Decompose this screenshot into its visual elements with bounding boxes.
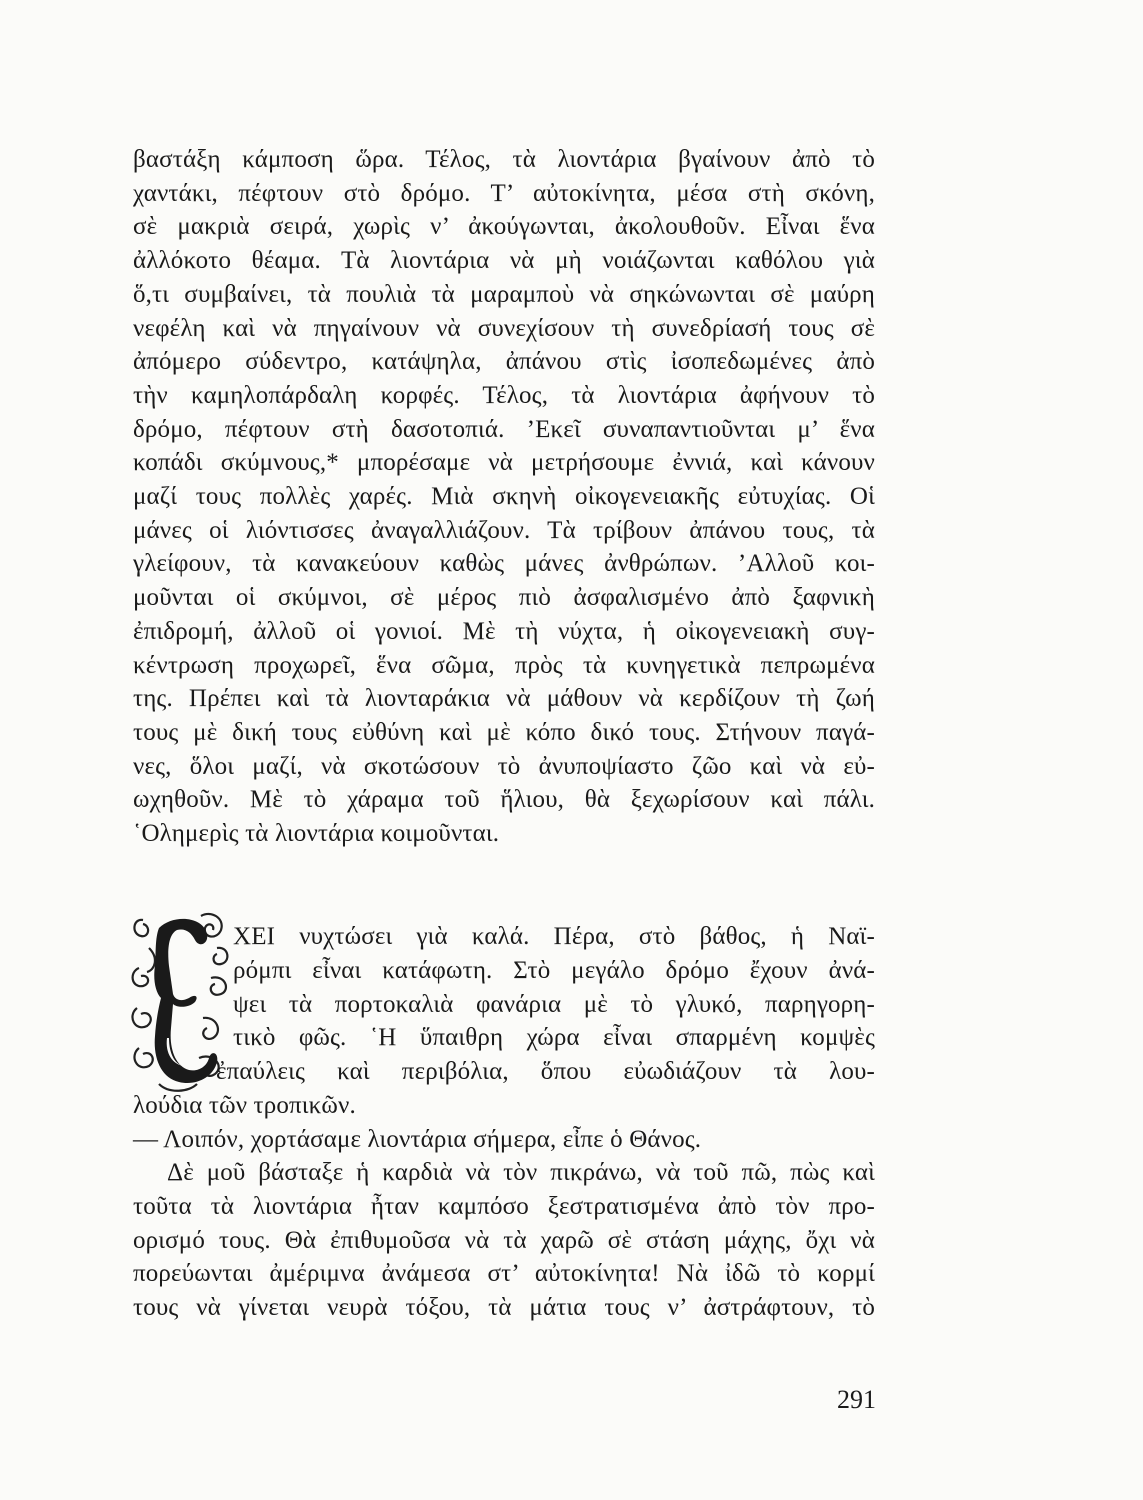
text-line: ἐπιδρομή, ἀλλοῦ οἱ γονιοί. Μὲ τὴ νύχτα, ἡ οἰκογενειακὴ συγ- [133,618,875,645]
text-line: δρόμο, πέφτουν στὴ δασοτοπιά. ’Εκεῖ συναπαντιοῦνται μ’ ἕνα [133,416,875,443]
text-line: κέντρωση προχωρεῖ, ἕνα σῶμα, πρὸς τὰ κυνηγετικὰ πεπρωμένα [133,652,875,679]
text-line: Δὲ μοῦ βάσταξε ἡ καρδιὰ νὰ τὸν πικράνω, νὰ τοῦ πῶ, πὼς καὶ [167,1159,875,1186]
text-line: πορεύωνται ἀμέριμνα ἀνάμεσα στ’ αὐτοκίνητα! Νὰ ἰδῶ τὸ κορμί [133,1260,875,1287]
text-line: γλείφουν, τὰ κανακεύουν καθὼς μάνες ἀνθρώπων. ’Αλλοῦ κοι- [133,550,875,577]
text-line: σὲ μακριὰ σειρά, χωρὶς ν’ ἀκούγωνται, ἀκολουθοῦν. Εἶναι ἕνα [133,213,875,240]
text-line: μαζί τους πολλὲς χαρές. Μιὰ σκηνὴ οἰκογενειακῆς εὐτυχίας. Οἱ [133,483,875,510]
text-line: ωχηθοῦν. Μὲ τὸ χάραμα τοῦ ἥλιου, θὰ ξεχωρίσουν καὶ πάλι. [133,786,875,813]
text-line: κοπάδι σκύμνους,* μπορέσαμε νὰ μετρήσουμε ἐννιά, καὶ κάνουν [133,449,875,476]
text-line: ὅ,τι συμβαίνει, τὰ πουλιὰ τὰ μαραμποὺ νὰ σηκώνωνται σὲ μαύρη [133,281,875,308]
text-line: χαντάκι, πέφτουν στὸ δρόμο. Τ’ αὐτοκίνητα, μέσα στὴ σκόνη, [133,180,875,207]
text-line: ορισμό τους. Θὰ ἐπιθυμοῦσα νὰ τὰ χαρῶ σὲ στάση μάχης, ὄχι νὰ [133,1227,875,1254]
text-line: ῾Ολημερὶς τὰ λιοντάρια κοιμοῦνται. [133,820,500,847]
text-line: τους μὲ δική τους εὐθύνη καὶ μὲ κόπο δικό τους. Στήνουν παγά- [133,719,875,746]
page-number: 291 [837,1385,876,1414]
text-line: της. Πρέπει καὶ τὰ λιονταράκια νὰ μάθουν νὰ κερδίζουν τὴ ζωή [133,685,875,712]
initial-paragraph-line: ἐπαύλεις καὶ περιβόλια, ὅπου εὐωδιάζουν τὰ λου- [216,1058,875,1085]
text-line: τὴν καμηλοπάρδαλη κορφές. Τέλος, τὰ λιοντάρια ἀφήνουν τὸ [133,382,875,409]
text-line: ἀπόμερο σύδεντρο, κατάψηλα, ἀπάνου στὶς ἰσοπεδωμένες ἀπὸ [133,348,875,375]
text-line: τοῦτα τὰ λιοντάρια ἦταν καμπόσο ξεστρατισμένα ἀπὸ τὸν προ- [133,1193,875,1220]
text-line: μοῦνται οἱ σκύμνοι, σὲ μέρος πιὸ ἀσφαλισμένο ἀπὸ ξαφνικὴ [133,584,875,611]
text-line: μάνες οἱ λιόντισσες ἀναγαλλιάζουν. Τὰ τρίβουν ἀπάνου τους, τὰ [133,517,875,544]
initial-paragraph-line: τικὸ φῶς. ῾Η ὕπαιθρη χώρα εἶναι σπαρμένη κομψὲς [233,1024,875,1051]
text-line: νες, ὅλοι μαζί, νὰ σκοτώσουν τὸ ἀνυποψίαστο ζῶο καὶ νὰ εὐ- [133,753,875,780]
text-line: νεφέλη καὶ νὰ πηγαίνουν νὰ συνεχίσουν τὴ συνεδρίασή τους σὲ [133,315,875,342]
initial-paragraph-line: ρόμπι εἶναι κατάφωτη. Στὸ μεγάλο δρόμο ἔχουν ἀνά- [233,957,875,984]
text-line: τους νὰ γίνεται νευρὰ τόξου, τὰ μάτια τους ν’ ἀστράφτουν, τὸ [133,1294,875,1321]
text-line: βαστάξη κάμποση ὥρα. Τέλος, τὰ λιοντάρια βγαίνουν ἀπὸ τὸ [133,146,875,173]
initial-paragraph-line: λούδια τῶν τροπικῶν. [133,1092,356,1119]
initial-paragraph-line: ΧΕΙ νυχτώσει γιὰ καλά. Πέρα, στὸ βάθος, ἡ Ναϊ- [233,923,875,950]
initial-paragraph-line: ψει τὰ πορτοκαλιὰ φανάρια μὲ τὸ γλυκό, παρηγορη- [233,991,875,1018]
dialogue-line: — Λοιπόν, χορτάσαμε λιοντάρια σήμερα, εἶπε ὁ Θάνος. [133,1126,702,1153]
text-line: ἀλλόκοτο θέαμα. Τὰ λιοντάρια νὰ μὴ νοιάζωνται καθόλου γιὰ [133,247,875,274]
